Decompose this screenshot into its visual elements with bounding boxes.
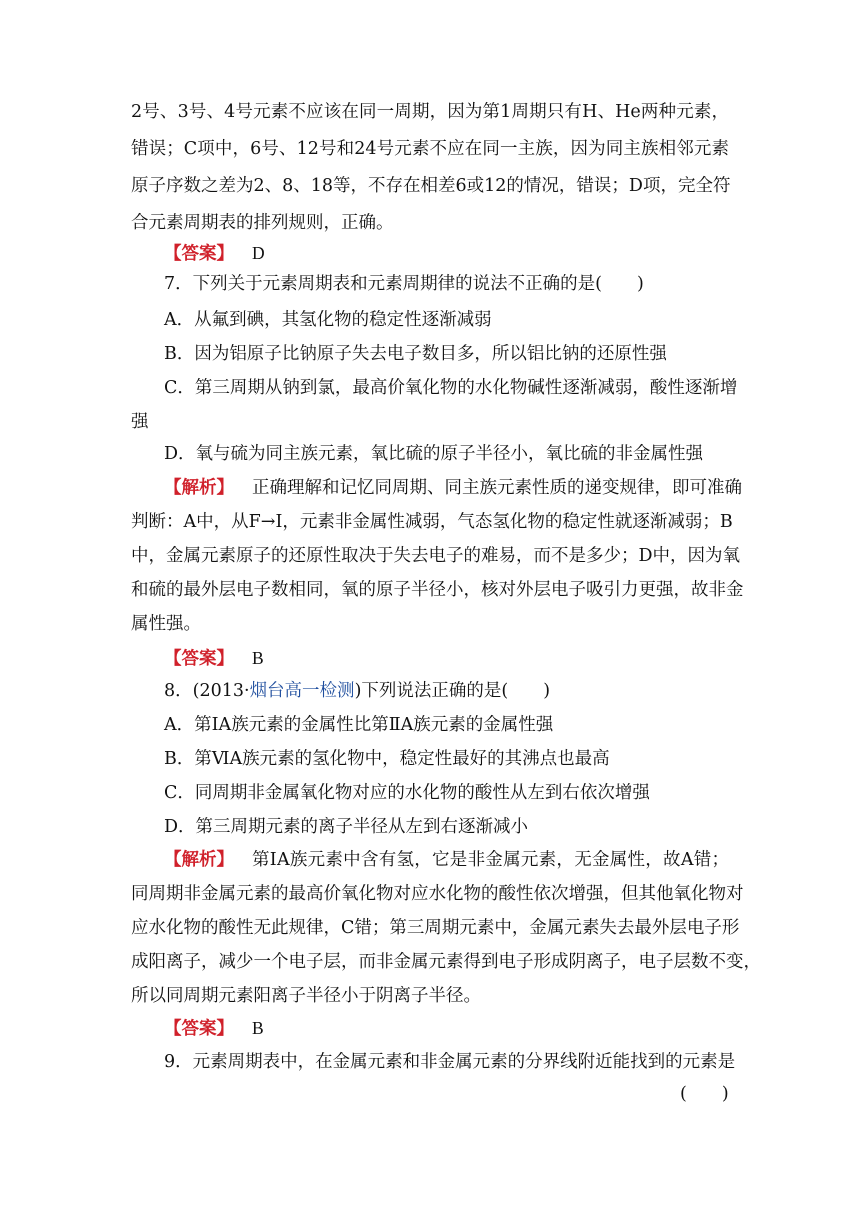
analysis-text: 第ⅠA族元素中含有氢，它是非金属元素，无金属性，故A错； — [252, 850, 729, 870]
answer-line — [164, 1016, 264, 1041]
analysis-text: 中，金属元素原子的还原性取决于失去电子的难易，而不是多少；D中，因为氧 — [131, 546, 741, 566]
question-stem: 7．下列关于元素周期表和元素周期律的说法不正确的是( ) — [164, 274, 644, 294]
option-c: C．第三周期从钠到氯，最高价氧化物的水化物碱性逐渐减弱，酸性逐渐增 — [164, 378, 738, 398]
answer-value: B — [252, 648, 264, 668]
option-c-continued: 强 — [131, 412, 149, 432]
option-b: B．因为铝原子比钠原子失去电子数目多，所以铝比钠的还原性强 — [164, 344, 667, 364]
answer-line — [164, 241, 265, 266]
option-d: D．氧与硫为同主族元素，氧比硫的原子半径小，氧比硫的非金属性强 — [164, 444, 704, 464]
analysis-text: 成阳离子，减少一个电子层，而非金属元素得到电子形成阴离子，电子层数不变， — [131, 952, 761, 972]
analysis-line — [164, 848, 729, 872]
answer-tag: 【答案】 — [164, 1019, 234, 1039]
analysis-tag: 【解析】 — [164, 850, 234, 870]
option-c: C．同周期非金属氧化物对应的水化物的酸性从左到右依次增强 — [164, 783, 650, 803]
answer-tag: 【答案】 — [164, 244, 234, 264]
question-stem — [164, 679, 550, 703]
question-number: 8．(2013· — [164, 681, 250, 701]
question-text: )下列说法正确的是( ) — [354, 681, 551, 701]
answer-blank: ( ) — [680, 1084, 729, 1104]
text-line: 错误；C项中，6号、12号和24号元素不应在同一主族，因为同主族相邻元素 — [131, 139, 729, 159]
analysis-text: 和硫的最外层电子数相同，氧的原子半径小，核对外层电子吸引力更强，故非金 — [131, 580, 744, 600]
question-stem: 9．元素周期表中，在金属元素和非金属元素的分界线附近能找到的元素是 — [164, 1052, 736, 1072]
analysis-line — [164, 476, 742, 500]
analysis-text: 正确理解和记忆同周期、同主族元素性质的递变规律，即可准确 — [252, 478, 742, 498]
analysis-text: 属性强。 — [131, 614, 201, 634]
option-d: D．第三周期元素的离子半径从左到右逐渐减小 — [164, 817, 529, 837]
analysis-text: 判断：A中，从F→I，元素非金属性减弱，气态氢化物的稳定性就逐渐减弱；B — [131, 512, 733, 532]
answer-tag: 【答案】 — [164, 649, 234, 669]
analysis-text: 应水化物的酸性无此规律，C错；第三周期元素中，金属元素失去最外层电子形 — [131, 918, 740, 938]
answer-value: D — [252, 243, 265, 263]
text-line: 2号、3号、4号元素不应该在同一周期，因为第1周期只有H、He两种元素， — [131, 102, 729, 122]
analysis-text: 所以同周期元素阳离子半径小于阴离子半径。 — [131, 986, 481, 1006]
analysis-text: 同周期非金属元素的最高价氧化物对应水化物的酸性依次增强，但其他氧化物对 — [131, 884, 744, 904]
analysis-tag: 【解析】 — [164, 478, 234, 498]
answer-line — [164, 646, 264, 671]
question-source: 烟台高一检测 — [249, 681, 355, 701]
text-line: 原子序数之差为2、8、18等，不存在相差6或12的情况，错误；D项，完全符 — [131, 176, 731, 196]
option-a: A．第ⅠA族元素的金属性比第ⅡA族元素的金属性强 — [164, 715, 554, 735]
option-b: B．第ⅥA族元素的氢化物中，稳定性最好的其沸点也最高 — [164, 749, 610, 769]
answer-value: B — [252, 1018, 264, 1038]
text-line: 合元素周期表的排列规则，正确。 — [131, 213, 394, 233]
option-a: A．从氟到碘，其氢化物的稳定性逐渐减弱 — [164, 310, 492, 330]
